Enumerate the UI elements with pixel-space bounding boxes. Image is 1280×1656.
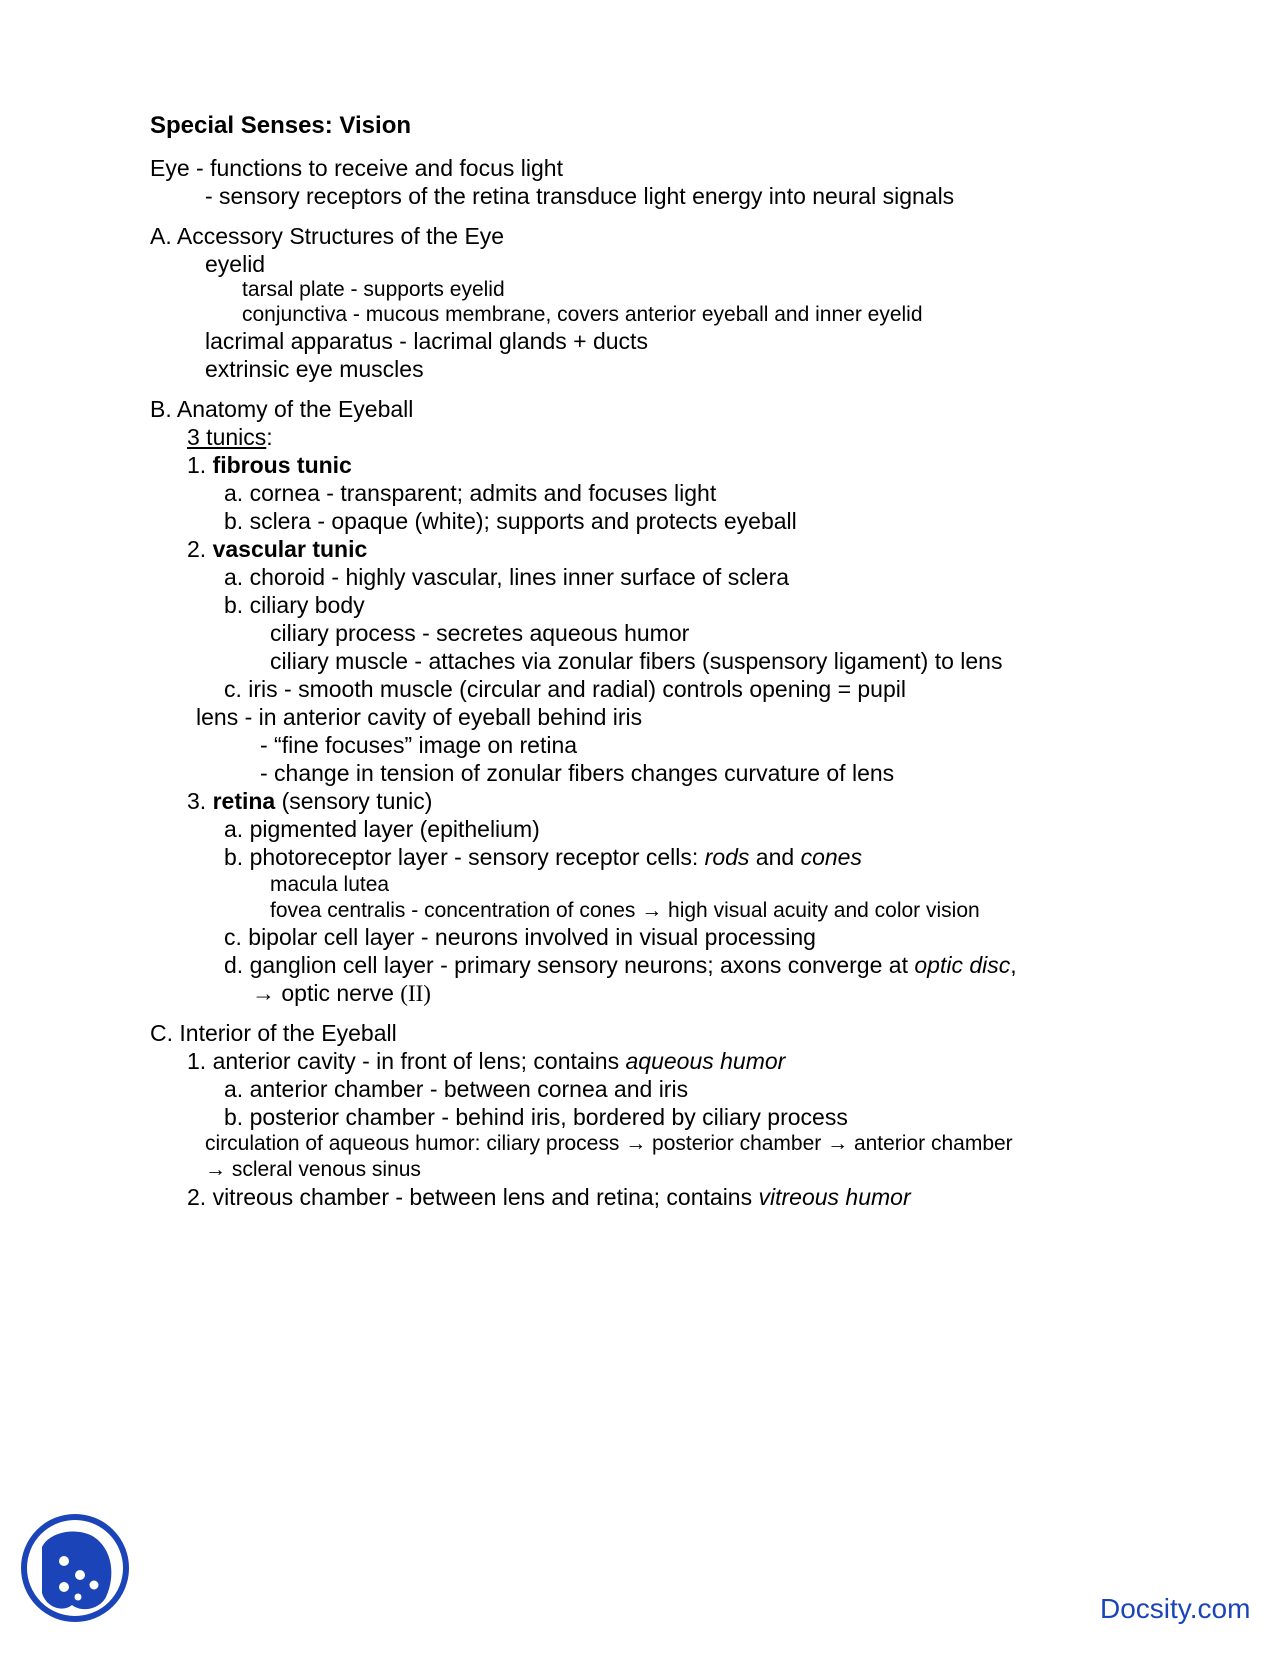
eye-label: Eye	[150, 155, 190, 181]
optic-nerve-text: → optic nerve	[252, 980, 401, 1006]
optic-nerve-number: (II)	[400, 981, 431, 1006]
tunic-1-name: fibrous tunic	[212, 452, 352, 478]
vitreous-chamber-text: 2. vitreous chamber - between lens and retina; contains	[187, 1184, 759, 1210]
vitreous-chamber-item	[187, 1183, 911, 1211]
posterior-chamber-item: b. posterior chamber - behind iris, bordered by ciliary process	[224, 1104, 848, 1130]
docsity-brand-link[interactable]: Docsity.com	[1100, 1593, 1251, 1624]
cones-term: cones	[800, 844, 862, 870]
eye-desc-1: - functions to receive and focus light	[189, 155, 563, 181]
docsity-logo-icon[interactable]	[20, 1513, 130, 1623]
section-b-heading: B. Anatomy of the Eyeball	[150, 396, 414, 422]
ciliary-muscle-item: ciliary muscle - attaches via zonular fibers (suspensory ligament) to lens	[270, 648, 1003, 674]
lens-line-3: - change in tension of zonular fibers changes curvature of lens	[260, 760, 895, 786]
anterior-chamber-item: a. anterior chamber - between cornea and iris	[224, 1076, 689, 1102]
bipolar-item: c. bipolar cell layer - neurons involved in visual processing	[224, 924, 816, 950]
macula-item: macula lutea	[270, 873, 390, 896]
lens-line-2: - “fine focuses” image on retina	[260, 732, 578, 758]
tunic-1-number: 1.	[187, 452, 213, 478]
section-c-heading: C. Interior of the Eyeball	[150, 1020, 397, 1046]
eyelid-item: eyelid	[205, 251, 266, 277]
page-title: Special Senses: Vision	[150, 112, 412, 139]
sclera-item: b. sclera - opaque (white); supports and protects eyeball	[224, 508, 797, 534]
optic-disc-term: optic disc	[914, 952, 1011, 978]
tunic-3-heading	[187, 787, 432, 815]
tunic-2-name: vascular tunic	[212, 536, 368, 562]
ganglion-text: d. ganglion cell layer - primary sensory neurons; axons converge at	[224, 952, 915, 978]
anterior-cavity-text: 1. anterior cavity - in front of lens; contains	[187, 1048, 626, 1074]
tunic-3-name: retina	[212, 788, 276, 814]
vitreous-humor-term: vitreous humor	[758, 1184, 911, 1210]
tunics-label-text: 3 tunics	[187, 424, 267, 450]
ciliary-process-item: ciliary process - secretes aqueous humor	[270, 620, 690, 646]
anterior-cavity-item	[187, 1047, 785, 1075]
extrinsic-item: extrinsic eye muscles	[205, 356, 424, 382]
tunics-label	[187, 423, 273, 451]
ganglion-comma: ,	[1010, 952, 1017, 978]
lacrimal-item: lacrimal apparatus - lacrimal glands + ducts	[205, 328, 648, 354]
pigmented-layer-item: a. pigmented layer (epithelium)	[224, 816, 540, 842]
and-text: and	[749, 844, 801, 870]
optic-nerve-item	[252, 979, 431, 1008]
rods-term: rods	[704, 844, 750, 870]
tunic-1-heading	[187, 451, 352, 479]
lens-line-1: lens - in anterior cavity of eyeball behind iris	[196, 704, 643, 730]
photoreceptor-text: b. photoreceptor layer - sensory receptor cells:	[224, 844, 705, 870]
section-a-heading: A. Accessory Structures of the Eye	[150, 223, 505, 249]
tunic-2-heading	[187, 535, 367, 563]
tunic-3-number: 3.	[187, 788, 213, 814]
eye-line-1	[150, 154, 563, 182]
circulation-line-1: circulation of aqueous humor: ciliary process → posterior chamber → anterior chamber	[205, 1132, 1013, 1155]
tunic-2-number: 2.	[187, 536, 213, 562]
aqueous-humor-term: aqueous humor	[625, 1048, 786, 1074]
ganglion-item	[224, 951, 1017, 979]
fovea-item: fovea centralis - concentration of cones → high visual acuity and color vision	[270, 899, 980, 922]
circulation-line-2: → scleral venous sinus	[205, 1158, 421, 1181]
cornea-item: a. cornea - transparent; admits and focuses light	[224, 480, 717, 506]
tunics-colon: :	[266, 424, 273, 450]
tunic-3-desc: (sensory tunic)	[275, 788, 433, 814]
eye-line-2: - sensory receptors of the retina transduce light energy into neural signals	[205, 183, 955, 209]
choroid-item: a. choroid - highly vascular, lines inner surface of sclera	[224, 564, 790, 590]
tarsal-plate-item: tarsal plate - supports eyelid	[242, 278, 505, 301]
iris-item: c. iris - smooth muscle (circular and radial) controls opening = pupil	[224, 676, 906, 702]
photoreceptor-item	[224, 843, 862, 871]
conjunctiva-item: conjunctiva - mucous membrane, covers anterior eyeball and inner eyelid	[242, 303, 923, 326]
ciliary-body-item: b. ciliary body	[224, 592, 365, 618]
